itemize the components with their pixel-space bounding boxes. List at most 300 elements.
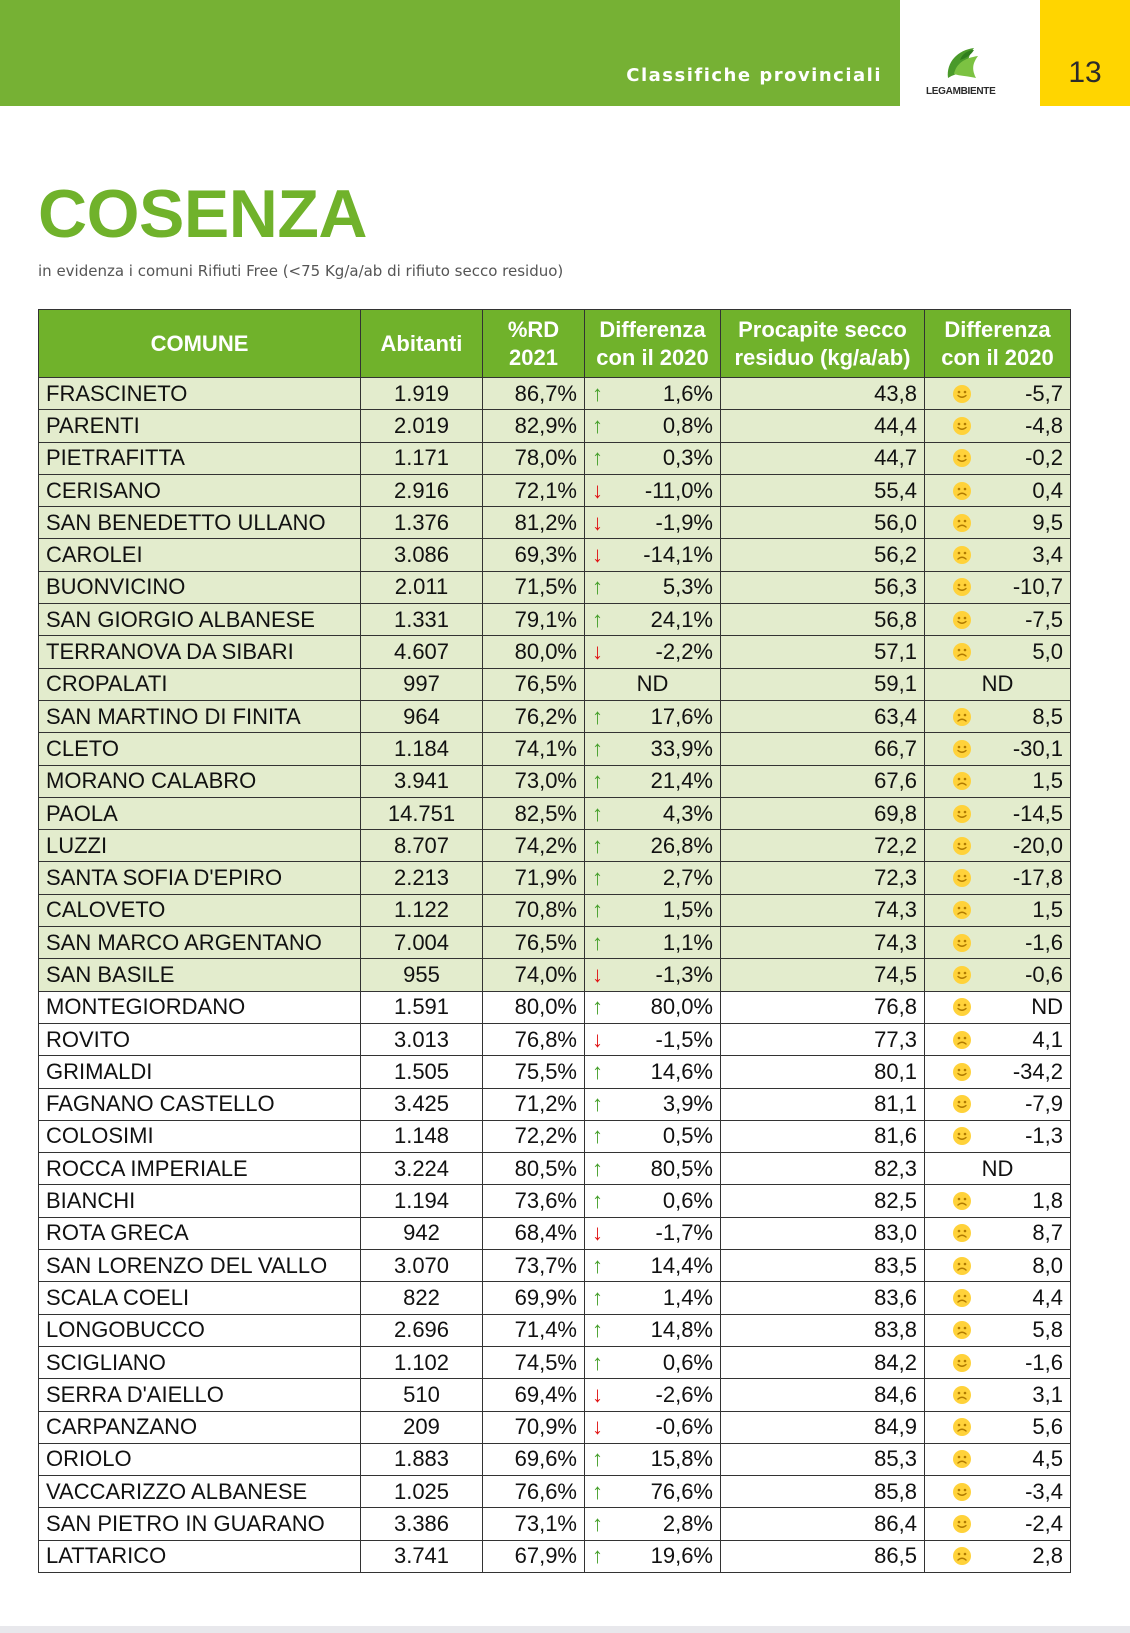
diff-rd-value: 14,4% — [650, 1252, 713, 1278]
cell-comune: SCIGLIANO — [39, 1346, 361, 1378]
arrow-up-icon: ↑ — [592, 832, 603, 858]
cell-comune: SANTA SOFIA D'EPIRO — [39, 862, 361, 894]
cell-diff-secco — [925, 1314, 1071, 1346]
cell-comune: SCALA COELI — [39, 1282, 361, 1314]
cell-diff-secco — [925, 862, 1071, 894]
diff-rd-value: 5,3% — [662, 574, 713, 600]
cell-comune: BUONVICINO — [39, 571, 361, 603]
arrow-up-icon: ↑ — [592, 1058, 603, 1084]
cell-procapite: 72,3 — [721, 862, 925, 894]
cell-rd: 80,0% — [483, 991, 585, 1023]
diff-rd-value: 2,7% — [662, 865, 713, 891]
cell-diff-secco — [925, 507, 1071, 539]
diff-rd-value: 80,5% — [650, 1155, 713, 1181]
cell-comune: MONTEGIORDANO — [39, 991, 361, 1023]
cell-rd: 75,5% — [483, 1056, 585, 1088]
cell-procapite: 57,1 — [721, 636, 925, 668]
table-row — [39, 1476, 1071, 1508]
arrow-up-icon: ↑ — [592, 735, 603, 761]
table-row — [39, 442, 1071, 474]
cell-procapite: 76,8 — [721, 991, 925, 1023]
cell-comune: PIETRAFITTA — [39, 442, 361, 474]
table-row — [39, 636, 1071, 668]
cell-procapite: 86,4 — [721, 1508, 925, 1540]
cell-abitanti: 964 — [361, 700, 483, 732]
arrow-up-icon: ↑ — [592, 1446, 603, 1472]
sad-face-icon — [952, 1191, 972, 1211]
arrow-down-icon: ↓ — [592, 509, 603, 535]
cell-procapite: 80,1 — [721, 1056, 925, 1088]
diff-secco-value: -0,6 — [1025, 961, 1063, 987]
diff-secco-value: -2,4 — [1025, 1511, 1063, 1537]
cell-diff-secco — [925, 1346, 1071, 1378]
sad-face-icon — [952, 1288, 972, 1308]
arrow-up-icon: ↑ — [592, 1188, 603, 1214]
cell-diff-rd — [585, 1346, 721, 1378]
cell-comune: SAN MARTINO DI FINITA — [39, 700, 361, 732]
table-row — [39, 604, 1071, 636]
cell-comune: TERRANOVA DA SIBARI — [39, 636, 361, 668]
diff-secco-value: ND — [1031, 994, 1063, 1020]
cell-procapite: 81,6 — [721, 1120, 925, 1152]
table-row — [39, 830, 1071, 862]
happy-face-icon — [952, 610, 972, 630]
cell-abitanti: 942 — [361, 1217, 483, 1249]
cell-abitanti: 3.941 — [361, 765, 483, 797]
table-row — [39, 991, 1071, 1023]
cell-comune: FAGNANO CASTELLO — [39, 1088, 361, 1120]
cell-comune: CALOVETO — [39, 894, 361, 926]
cell-procapite: 85,3 — [721, 1443, 925, 1475]
sad-face-icon — [952, 1417, 972, 1437]
cell-diff-rd — [585, 1153, 721, 1185]
diff-rd-value: 1,1% — [662, 929, 713, 955]
sad-face-icon — [952, 1449, 972, 1469]
cell-rd: 80,5% — [483, 1153, 585, 1185]
sad-face-icon — [952, 1385, 972, 1405]
cell-rd: 74,0% — [483, 959, 585, 991]
cell-rd: 68,4% — [483, 1217, 585, 1249]
happy-face-icon — [952, 1353, 972, 1373]
cell-rd: 76,8% — [483, 1023, 585, 1055]
table-row — [39, 959, 1071, 991]
cell-diff-rd: ND — [585, 668, 721, 700]
table-row — [39, 1088, 1071, 1120]
cell-procapite: 74,3 — [721, 894, 925, 926]
header-procapite-line2: residuo (kg/a/ab) — [734, 344, 911, 370]
arrow-down-icon: ↓ — [592, 1381, 603, 1407]
table-row — [39, 1411, 1071, 1443]
happy-face-icon — [952, 804, 972, 824]
cell-abitanti: 955 — [361, 959, 483, 991]
cell-rd: 73,1% — [483, 1508, 585, 1540]
diff-secco-value: -5,7 — [1025, 380, 1063, 406]
cell-abitanti: 209 — [361, 1411, 483, 1443]
cell-diff-rd — [585, 636, 721, 668]
diff-secco-value: 5,8 — [1032, 1317, 1063, 1343]
sad-face-icon — [952, 1030, 972, 1050]
cell-procapite: 74,5 — [721, 959, 925, 991]
diff-secco-value: -20,0 — [1012, 832, 1063, 858]
header-procapite-line1: Procapite secco — [738, 317, 907, 342]
header-rd-line1: %RD — [507, 317, 560, 342]
cell-diff-rd — [585, 1540, 721, 1572]
happy-face-icon — [952, 997, 972, 1017]
cell-comune: CERISANO — [39, 474, 361, 506]
arrow-down-icon: ↓ — [592, 961, 603, 987]
arrow-up-icon: ↑ — [592, 1478, 603, 1504]
cell-procapite: 82,5 — [721, 1185, 925, 1217]
table-row — [39, 1185, 1071, 1217]
arrow-down-icon: ↓ — [592, 542, 603, 568]
cell-diff-rd — [585, 959, 721, 991]
cell-procapite: 84,6 — [721, 1379, 925, 1411]
diff-secco-value: 0,4 — [1032, 477, 1063, 503]
cell-procapite: 83,0 — [721, 1217, 925, 1249]
cell-diff-rd — [585, 733, 721, 765]
diff-secco-value: 5,6 — [1032, 1414, 1063, 1440]
cell-diff-secco — [925, 1056, 1071, 1088]
cell-diff-rd — [585, 1411, 721, 1443]
cell-abitanti: 3.086 — [361, 539, 483, 571]
cell-diff-secco — [925, 604, 1071, 636]
cell-comune: SERRA D'AIELLO — [39, 1379, 361, 1411]
cell-abitanti: 3.425 — [361, 1088, 483, 1120]
cell-diff-rd — [585, 830, 721, 862]
cell-procapite: 86,5 — [721, 1540, 925, 1572]
diff-secco-value: 4,1 — [1032, 1026, 1063, 1052]
cell-procapite: 56,3 — [721, 571, 925, 603]
diff-rd-value: 0,6% — [662, 1349, 713, 1375]
cell-diff-secco — [925, 442, 1071, 474]
cell-rd: 86,7% — [483, 378, 585, 410]
cell-diff-secco — [925, 959, 1071, 991]
cell-procapite: 66,7 — [721, 733, 925, 765]
table-row — [39, 1508, 1071, 1540]
cell-comune: ORIOLO — [39, 1443, 361, 1475]
diff-rd-value: 1,5% — [662, 897, 713, 923]
happy-face-icon — [952, 868, 972, 888]
cell-diff-secco — [925, 1379, 1071, 1411]
cell-comune: CAROLEI — [39, 539, 361, 571]
diff-rd-value: 21,4% — [650, 768, 713, 794]
arrow-up-icon: ↑ — [592, 380, 603, 406]
arrow-up-icon: ↑ — [592, 1252, 603, 1278]
table-row — [39, 862, 1071, 894]
cell-diff-secco — [925, 700, 1071, 732]
diff-rd-value: -1,3% — [655, 961, 713, 987]
page-subtitle: in evidenza i comuni Rifiuti Free (<75 Kg/a/ab di rifiuto secco residuo) — [38, 262, 564, 280]
cell-comune: FRASCINETO — [39, 378, 361, 410]
diff-secco-value: -10,7 — [1012, 574, 1063, 600]
cell-rd: 71,9% — [483, 862, 585, 894]
cell-diff-rd — [585, 1023, 721, 1055]
cell-diff-secco — [925, 474, 1071, 506]
sad-face-icon — [952, 513, 972, 533]
cell-diff-secco — [925, 797, 1071, 829]
table-row — [39, 1379, 1071, 1411]
cell-diff-secco — [925, 1023, 1071, 1055]
table-row — [39, 797, 1071, 829]
cell-comune: SAN GIORGIO ALBANESE — [39, 604, 361, 636]
table-row — [39, 474, 1071, 506]
arrow-up-icon: ↑ — [592, 1511, 603, 1537]
arrow-up-icon: ↑ — [592, 1123, 603, 1149]
cell-diff-rd — [585, 378, 721, 410]
table-row — [39, 927, 1071, 959]
cell-rd: 76,5% — [483, 668, 585, 700]
diff-rd-value: 0,3% — [662, 445, 713, 471]
diff-rd-value: 1,6% — [662, 380, 713, 406]
cell-rd: 74,2% — [483, 830, 585, 862]
diff-rd-value: 3,9% — [662, 1091, 713, 1117]
header-diff-secco-line1: Differenza — [944, 317, 1051, 342]
cell-abitanti: 2.019 — [361, 410, 483, 442]
cell-comune: LUZZI — [39, 830, 361, 862]
diff-secco-value: -0,2 — [1025, 445, 1063, 471]
cell-diff-secco — [925, 636, 1071, 668]
header-bar — [0, 0, 900, 106]
cell-diff-secco — [925, 1185, 1071, 1217]
sad-face-icon — [952, 545, 972, 565]
cell-procapite: 77,3 — [721, 1023, 925, 1055]
table-row — [39, 668, 1071, 700]
arrow-up-icon: ↑ — [592, 1284, 603, 1310]
cell-diff-secco — [925, 410, 1071, 442]
cell-rd: 82,5% — [483, 797, 585, 829]
cell-diff-rd — [585, 1379, 721, 1411]
cell-rd: 74,1% — [483, 733, 585, 765]
arrow-down-icon: ↓ — [592, 1220, 603, 1246]
table-row — [39, 571, 1071, 603]
cell-diff-secco — [925, 378, 1071, 410]
diff-rd-value: 76,6% — [650, 1478, 713, 1504]
cell-procapite: 56,0 — [721, 507, 925, 539]
cell-diff-rd — [585, 1185, 721, 1217]
happy-face-icon — [952, 1514, 972, 1534]
diff-secco-value: -4,8 — [1025, 412, 1063, 438]
cell-diff-secco — [925, 765, 1071, 797]
cell-diff-secco — [925, 1282, 1071, 1314]
arrow-up-icon: ↑ — [592, 768, 603, 794]
diff-secco-value: 9,5 — [1032, 509, 1063, 535]
diff-secco-value: 4,4 — [1032, 1284, 1063, 1310]
cell-diff-rd — [585, 539, 721, 571]
diff-secco-value: -14,5 — [1012, 800, 1063, 826]
arrow-up-icon: ↑ — [592, 1317, 603, 1343]
cell-rd: 80,0% — [483, 636, 585, 668]
cell-diff-rd — [585, 571, 721, 603]
table-row — [39, 410, 1071, 442]
cell-abitanti: 1.919 — [361, 378, 483, 410]
diff-secco-value: 8,0 — [1032, 1252, 1063, 1278]
cell-abitanti: 997 — [361, 668, 483, 700]
happy-face-icon — [952, 577, 972, 597]
happy-face-icon — [952, 965, 972, 985]
arrow-down-icon: ↓ — [592, 477, 603, 503]
table-row — [39, 1250, 1071, 1282]
cell-comune: ROVITO — [39, 1023, 361, 1055]
table-row — [39, 539, 1071, 571]
happy-face-icon — [952, 1126, 972, 1146]
cell-comune: SAN BASILE — [39, 959, 361, 991]
cell-comune: CROPALATI — [39, 668, 361, 700]
cell-procapite: 83,8 — [721, 1314, 925, 1346]
diff-rd-value: 0,8% — [662, 412, 713, 438]
cell-procapite: 44,7 — [721, 442, 925, 474]
header-diff-rd — [585, 310, 721, 378]
cell-diff-rd — [585, 1250, 721, 1282]
cell-rd: 70,9% — [483, 1411, 585, 1443]
cell-diff-secco — [925, 991, 1071, 1023]
diff-secco-value: 8,7 — [1032, 1220, 1063, 1246]
sad-face-icon — [952, 707, 972, 727]
header-diff-secco-line2: con il 2020 — [941, 344, 1054, 370]
arrow-up-icon: ↑ — [592, 897, 603, 923]
cell-diff-secco — [925, 1540, 1071, 1572]
cell-rd: 69,3% — [483, 539, 585, 571]
diff-rd-value: 4,3% — [662, 800, 713, 826]
happy-face-icon — [952, 384, 972, 404]
table-row — [39, 1023, 1071, 1055]
cell-procapite: 55,4 — [721, 474, 925, 506]
diff-secco-value: -1,6 — [1025, 1349, 1063, 1375]
cell-procapite: 84,2 — [721, 1346, 925, 1378]
cell-rd: 76,6% — [483, 1476, 585, 1508]
cell-diff-secco — [925, 571, 1071, 603]
cell-comune: CLETO — [39, 733, 361, 765]
arrow-down-icon: ↓ — [592, 1414, 603, 1440]
diff-rd-value: -2,2% — [655, 639, 713, 665]
diff-secco-value: 3,1 — [1032, 1381, 1063, 1407]
happy-face-icon — [952, 448, 972, 468]
cell-comune: SAN BENEDETTO ULLANO — [39, 507, 361, 539]
happy-face-icon — [952, 933, 972, 953]
header-procapite — [721, 310, 925, 378]
cell-procapite: 56,2 — [721, 539, 925, 571]
cell-diff-rd — [585, 474, 721, 506]
cell-diff-rd — [585, 862, 721, 894]
cell-diff-rd — [585, 1282, 721, 1314]
cell-diff-secco — [925, 1088, 1071, 1120]
diff-rd-value: 80,0% — [650, 994, 713, 1020]
cell-abitanti: 14.751 — [361, 797, 483, 829]
cell-rd: 71,2% — [483, 1088, 585, 1120]
cell-diff-rd — [585, 442, 721, 474]
cell-diff-rd — [585, 604, 721, 636]
page-title: COSENZA — [38, 176, 367, 252]
cell-rd: 73,0% — [483, 765, 585, 797]
table-row — [39, 765, 1071, 797]
table-row — [39, 1443, 1071, 1475]
table-row — [39, 1120, 1071, 1152]
cell-procapite: 83,5 — [721, 1250, 925, 1282]
cell-diff-rd — [585, 1120, 721, 1152]
arrow-up-icon: ↑ — [592, 412, 603, 438]
cell-diff-secco: ND — [925, 668, 1071, 700]
cell-comune: BIANCHI — [39, 1185, 361, 1217]
table-row — [39, 1314, 1071, 1346]
cell-rd: 76,5% — [483, 927, 585, 959]
cell-procapite: 83,6 — [721, 1282, 925, 1314]
diff-secco-value: 1,5 — [1032, 897, 1063, 923]
arrow-up-icon: ↑ — [592, 1349, 603, 1375]
cell-procapite: 85,8 — [721, 1476, 925, 1508]
table-row — [39, 507, 1071, 539]
header-rd-line2: 2021 — [509, 344, 558, 370]
diff-rd-value: 0,5% — [662, 1123, 713, 1149]
diff-secco-value: -30,1 — [1012, 735, 1063, 761]
cell-abitanti: 1.591 — [361, 991, 483, 1023]
page-number-box — [1040, 0, 1130, 106]
arrow-up-icon: ↑ — [592, 1155, 603, 1181]
cell-abitanti: 1.184 — [361, 733, 483, 765]
diff-rd-value: -14,1% — [643, 542, 713, 568]
cell-comune: LATTARICO — [39, 1540, 361, 1572]
ranking-table — [38, 309, 1071, 1573]
cell-comune: ROCCA IMPERIALE — [39, 1153, 361, 1185]
cell-abitanti: 510 — [361, 1379, 483, 1411]
cell-rd: 73,6% — [483, 1185, 585, 1217]
header-abitanti: Abitanti — [361, 310, 483, 378]
cell-diff-rd — [585, 894, 721, 926]
header-comune: COMUNE — [39, 310, 361, 378]
cell-rd: 82,9% — [483, 410, 585, 442]
diff-secco-value: -34,2 — [1012, 1058, 1063, 1084]
cell-procapite: 43,8 — [721, 378, 925, 410]
cell-rd: 76,2% — [483, 700, 585, 732]
legambiente-logo-icon — [940, 44, 984, 84]
sad-face-icon — [952, 900, 972, 920]
diff-rd-value: -2,6% — [655, 1381, 713, 1407]
cell-diff-secco — [925, 1120, 1071, 1152]
happy-face-icon — [952, 836, 972, 856]
cell-comune: SAN LORENZO DEL VALLO — [39, 1250, 361, 1282]
arrow-up-icon: ↑ — [592, 606, 603, 632]
diff-rd-value: -0,6% — [655, 1414, 713, 1440]
cell-diff-secco — [925, 927, 1071, 959]
cell-diff-rd — [585, 700, 721, 732]
cell-diff-rd — [585, 1508, 721, 1540]
cell-comune: SAN PIETRO IN GUARANO — [39, 1508, 361, 1540]
cell-comune: ROTA GRECA — [39, 1217, 361, 1249]
table-row — [39, 894, 1071, 926]
cell-rd: 74,5% — [483, 1346, 585, 1378]
table-row — [39, 1217, 1071, 1249]
cell-abitanti: 1.102 — [361, 1346, 483, 1378]
happy-face-icon — [952, 1094, 972, 1114]
cell-rd: 69,4% — [483, 1379, 585, 1411]
cell-diff-secco — [925, 830, 1071, 862]
cell-diff-rd — [585, 1217, 721, 1249]
diff-rd-value: 33,9% — [650, 735, 713, 761]
cell-rd: 78,0% — [483, 442, 585, 474]
diff-secco-value: -7,9 — [1025, 1091, 1063, 1117]
cell-diff-rd — [585, 927, 721, 959]
cell-diff-secco — [925, 1476, 1071, 1508]
cell-abitanti: 1.194 — [361, 1185, 483, 1217]
sad-face-icon — [952, 1256, 972, 1276]
cell-comune: VACCARIZZO ALBANESE — [39, 1476, 361, 1508]
header-diff-secco — [925, 310, 1071, 378]
cell-comune: SAN MARCO ARGENTANO — [39, 927, 361, 959]
cell-diff-secco — [925, 1508, 1071, 1540]
cell-abitanti: 3.070 — [361, 1250, 483, 1282]
cell-procapite: 59,1 — [721, 668, 925, 700]
table-row — [39, 378, 1071, 410]
cell-abitanti: 4.607 — [361, 636, 483, 668]
cell-abitanti: 822 — [361, 1282, 483, 1314]
